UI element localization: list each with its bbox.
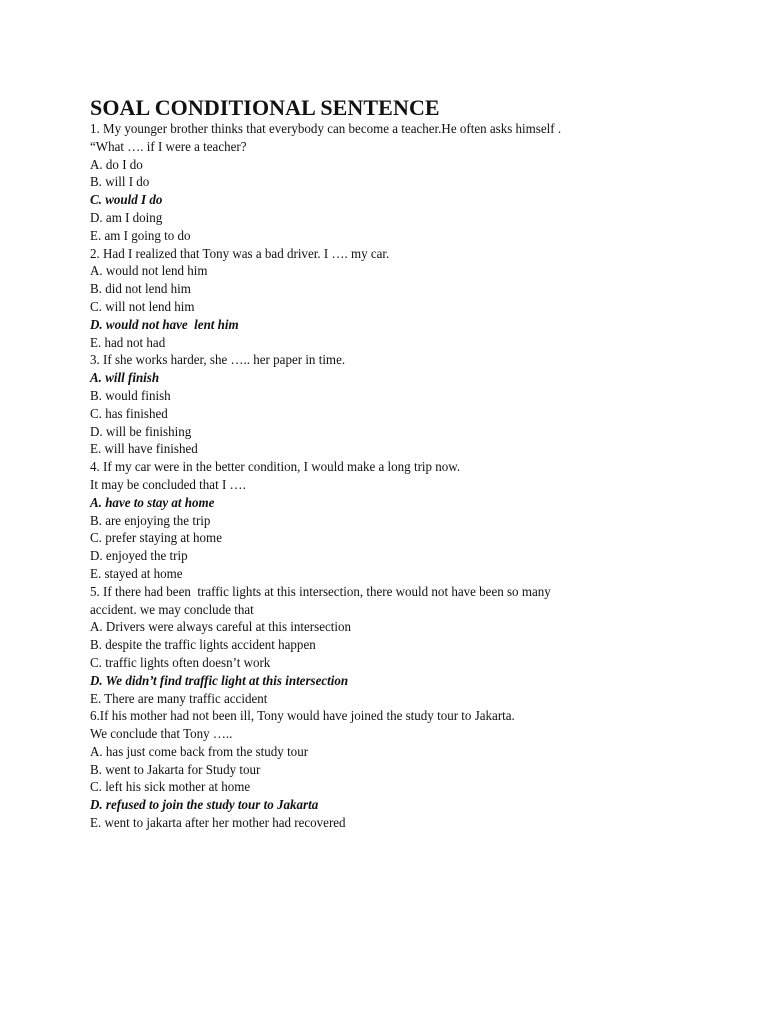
document-page xyxy=(90,95,750,833)
text-line: E. There are many traffic accident xyxy=(90,691,268,707)
answer-line: C. would I do xyxy=(90,193,163,209)
answer-line: A. have to stay at home xyxy=(90,495,215,511)
text-line: E. will have finished xyxy=(90,442,198,458)
text-line: A. has just come back from the study tour xyxy=(90,744,309,760)
text-line: B. are enjoying the trip xyxy=(90,513,211,529)
answer-line: D. We didn’t find traffic light at this intersection xyxy=(90,673,349,689)
text-line: “What …. if I were a teacher? xyxy=(90,139,247,155)
text-line: 6.If his mother had not been ill, Tony would have joined the study tour to Jakarta. xyxy=(90,709,515,725)
answer-line: D. would not have lent him xyxy=(90,317,239,333)
text-line: It may be concluded that I …. xyxy=(90,477,246,493)
text-line: 5. If there had been traffic lights at this intersection, there would not have been so many xyxy=(90,584,551,600)
text-line: accident. we may conclude that xyxy=(90,602,254,618)
text-line: C. has finished xyxy=(90,406,168,422)
text-line: B. will I do xyxy=(90,175,150,191)
text-line: E. went to jakarta after her mother had recovered xyxy=(90,816,346,832)
text-line: D. enjoyed the trip xyxy=(90,549,188,565)
question-list xyxy=(90,121,750,833)
text-line: C. traffic lights often doesn’t work xyxy=(90,655,271,671)
text-line: B. would finish xyxy=(90,388,171,404)
text-line: E. am I going to do xyxy=(90,228,191,244)
document-title: SOAL CONDITIONAL SENTENCE xyxy=(90,95,440,120)
text-line: B. went to Jakarta for Study tour xyxy=(90,762,261,778)
text-line: E. had not had xyxy=(90,335,166,351)
text-line: 2. Had I realized that Tony was a bad driver. I …. my car. xyxy=(90,246,390,262)
text-line: A. do I do xyxy=(90,157,143,173)
text-line: 4. If my car were in the better condition, I would make a long trip now. xyxy=(90,460,461,476)
text-line: C. left his sick mother at home xyxy=(90,780,251,796)
answer-line: D. refused to join the study tour to Jakarta xyxy=(90,798,319,814)
text-line: 3. If she works harder, she ….. her paper in time. xyxy=(90,353,346,369)
text-line: A. Drivers were always careful at this intersection xyxy=(90,620,352,636)
answer-line: A. will finish xyxy=(90,371,160,387)
text-line: D. will be finishing xyxy=(90,424,192,440)
text-line: 1. My younger brother thinks that everybody can become a teacher.He often asks himself . xyxy=(90,122,562,137)
text-line: E. stayed at home xyxy=(90,566,183,582)
text-line: C. will not lend him xyxy=(90,299,195,315)
text-line: B. did not lend him xyxy=(90,282,191,298)
text-line: A. would not lend him xyxy=(90,264,208,280)
text-line: C. prefer staying at home xyxy=(90,531,222,547)
text-line: We conclude that Tony ….. xyxy=(90,727,233,743)
text-line: B. despite the traffic lights accident happen xyxy=(90,638,316,654)
text-line: D. am I doing xyxy=(90,210,163,226)
